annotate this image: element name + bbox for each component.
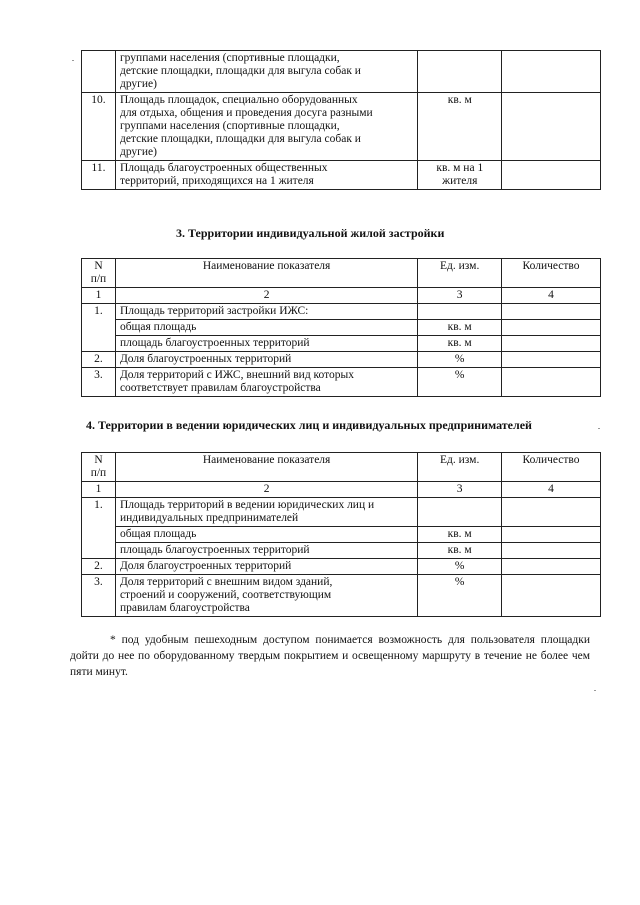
header-row [82,259,601,288]
unit [418,352,502,368]
row-number [82,352,116,368]
unit [418,559,502,575]
column-number-row [82,482,601,498]
indicator-name-text: Доля благоустроенных территорий [119,560,292,572]
column-number [82,288,116,304]
header-num-text: N [94,260,103,272]
quantity [502,51,601,93]
header-num-text: п/п [90,273,107,285]
quantity [502,559,601,575]
quantity [502,93,601,161]
column-number-text: 2 [263,483,270,495]
section4-title: 4. Территории в ведении юридических лиц и индивидуальных предпринимателей [86,418,532,432]
header-qty-text: Количество [522,454,580,466]
header-qty [502,453,601,482]
table-row [82,575,601,617]
row-number [82,320,116,336]
header-name [115,259,417,288]
header-qty [502,259,601,288]
section4-table [81,452,601,617]
header-num [82,259,116,288]
row-number [82,93,116,161]
column-number-row [82,288,601,304]
column-number [115,288,417,304]
table-row [82,304,601,320]
header-qty-text: Количество [522,260,580,272]
indicator-name-text: группами населения (спортивные площадки, [119,120,340,132]
row-number-text: 3. [94,576,103,588]
table-row [82,93,601,161]
header-name-text: Наименование показателя [202,454,331,466]
unit [418,51,502,93]
row-number [82,559,116,575]
header-name-text: Наименование показателя [202,260,331,272]
indicator-name [115,352,417,368]
unit-text: кв. м [447,528,472,540]
table-row [82,368,601,397]
table-row [82,320,601,336]
indicator-name [115,304,417,320]
column-number-text: 1 [95,483,102,495]
row-number [82,368,116,397]
indicator-name [115,161,417,190]
quantity [502,368,601,397]
indicator-name-text: для отдыха, общения и проведения досуга разными [119,107,373,119]
indicator-name-text: площадь благоустроенных территорий [119,544,310,556]
unit [418,543,502,559]
unit [418,161,502,190]
row-number-text: 10. [91,94,106,106]
unit-text: % [454,576,465,588]
indicator-name-text: общая площадь [119,528,197,540]
indicator-name [115,543,417,559]
indicator-name-text: Доля территорий с ИЖС, внешний вид которых [119,369,354,381]
row-number-text: 1. [94,305,103,317]
row-number [82,575,116,617]
indicator-name-text: детские площадки, площадки для выгула собак и [119,133,361,145]
header-unit [418,453,502,482]
unit-text: кв. м на 1 [436,162,484,174]
unit [418,320,502,336]
column-number [418,288,502,304]
quantity [502,161,601,190]
table-row [82,161,601,190]
unit-text: % [454,369,465,381]
footnote: * под удобным пешеходным доступом понимается возможность для пользователя площадки дойти до нее по оборудованному твердым покрытием и освещенному маршруту в течение не более чем пяти минут. [70,634,590,678]
row-number-text: 11. [91,162,106,174]
row-number [82,498,116,527]
quantity [502,336,601,352]
row-number-text: 2. [94,353,103,365]
table-row [82,498,601,527]
indicator-name-text: правилам благоустройства [119,602,250,614]
column-number-text: 4 [548,483,554,495]
indicator-name-text: другие) [119,78,157,90]
unit [418,368,502,397]
unit-text: кв. м [447,337,472,349]
indicator-name-text: Площадь территорий в ведении юридических лиц и [119,499,375,511]
row-number-text: 2. [94,560,103,572]
indicator-name-text: другие) [119,146,157,158]
quantity [502,527,601,543]
quantity [502,498,601,527]
table-row [82,352,601,368]
row-number-text: 1. [94,499,103,511]
row-number [82,51,116,93]
quantity [502,320,601,336]
header-row [82,453,601,482]
indicator-name-text: Площадь благоустроенных общественных [119,162,328,174]
unit-text: % [454,353,465,365]
header-name [115,453,417,482]
table-row [82,51,601,93]
indicator-name [115,320,417,336]
table-row [82,543,601,559]
row-number [82,161,116,190]
quantity [502,575,601,617]
column-number-text: 4 [548,289,554,301]
indicator-name-text: соответствует правилам благоустройства [119,382,321,394]
table-row [82,336,601,352]
unit-text: кв. м [447,544,472,556]
indicator-name-text: Доля территорий с внешним видом зданий, [119,576,333,588]
indicator-name-text: Площадь территорий застройки ИЖС: [119,305,309,317]
indicator-name [115,559,417,575]
section3-title: 3. Территории индивидуальной жилой застройки [176,226,445,240]
indicator-name [115,51,417,93]
unit [418,498,502,527]
row-number [82,304,116,320]
unit [418,336,502,352]
row-number-text: 3. [94,369,103,381]
header-num-text: N [94,454,103,466]
section3-table [81,258,601,397]
column-number [82,482,116,498]
column-number-text: 1 [95,289,102,301]
indicator-name [115,575,417,617]
unit-text: кв. м [447,94,472,106]
indicator-name-text: площадь благоустроенных территорий [119,337,310,349]
row-number [82,336,116,352]
column-number [502,482,601,498]
indicator-name-text: группами населения (спортивные площадки, [119,52,340,64]
column-number [115,482,417,498]
header-num [82,453,116,482]
unit-text: жителя [442,175,478,187]
column-number [502,288,601,304]
unit [418,304,502,320]
unit-text: кв. м [447,321,472,333]
indicator-name-text: строений и сооружений, соответствующим [119,589,332,601]
indicator-name-text: территорий, приходящихся на 1 жителя [119,175,314,187]
quantity [502,352,601,368]
indicator-name-text: детские площадки, площадки для выгула собак и [119,65,361,77]
indicator-name-text: общая площадь [119,321,197,333]
unit-text: % [454,560,465,572]
indicator-name [115,93,417,161]
top-table [81,50,601,190]
indicator-name [115,527,417,543]
unit [418,575,502,617]
column-number-text: 2 [263,289,270,301]
scan-speck [72,60,74,61]
unit [418,93,502,161]
indicator-name-text: Доля благоустроенных территорий [119,353,292,365]
row-number [82,527,116,543]
header-num-text: п/п [90,467,107,479]
column-number-text: 3 [456,289,463,301]
scan-speck [598,428,600,429]
indicator-name [115,368,417,397]
indicator-name [115,498,417,527]
row-number [82,543,116,559]
table-row [82,527,601,543]
quantity [502,304,601,320]
column-number [418,482,502,498]
scan-speck [594,690,596,691]
indicator-name [115,336,417,352]
header-unit [418,259,502,288]
indicator-name-text: индивидуальных предпринимателей [119,512,299,524]
header-unit-text: Ед. изм. [440,454,480,466]
column-number-text: 3 [456,483,463,495]
unit [418,527,502,543]
quantity [502,543,601,559]
table-row [82,559,601,575]
header-unit-text: Ед. изм. [440,260,480,272]
indicator-name-text: Площадь площадок, специально оборудованных [119,94,358,106]
